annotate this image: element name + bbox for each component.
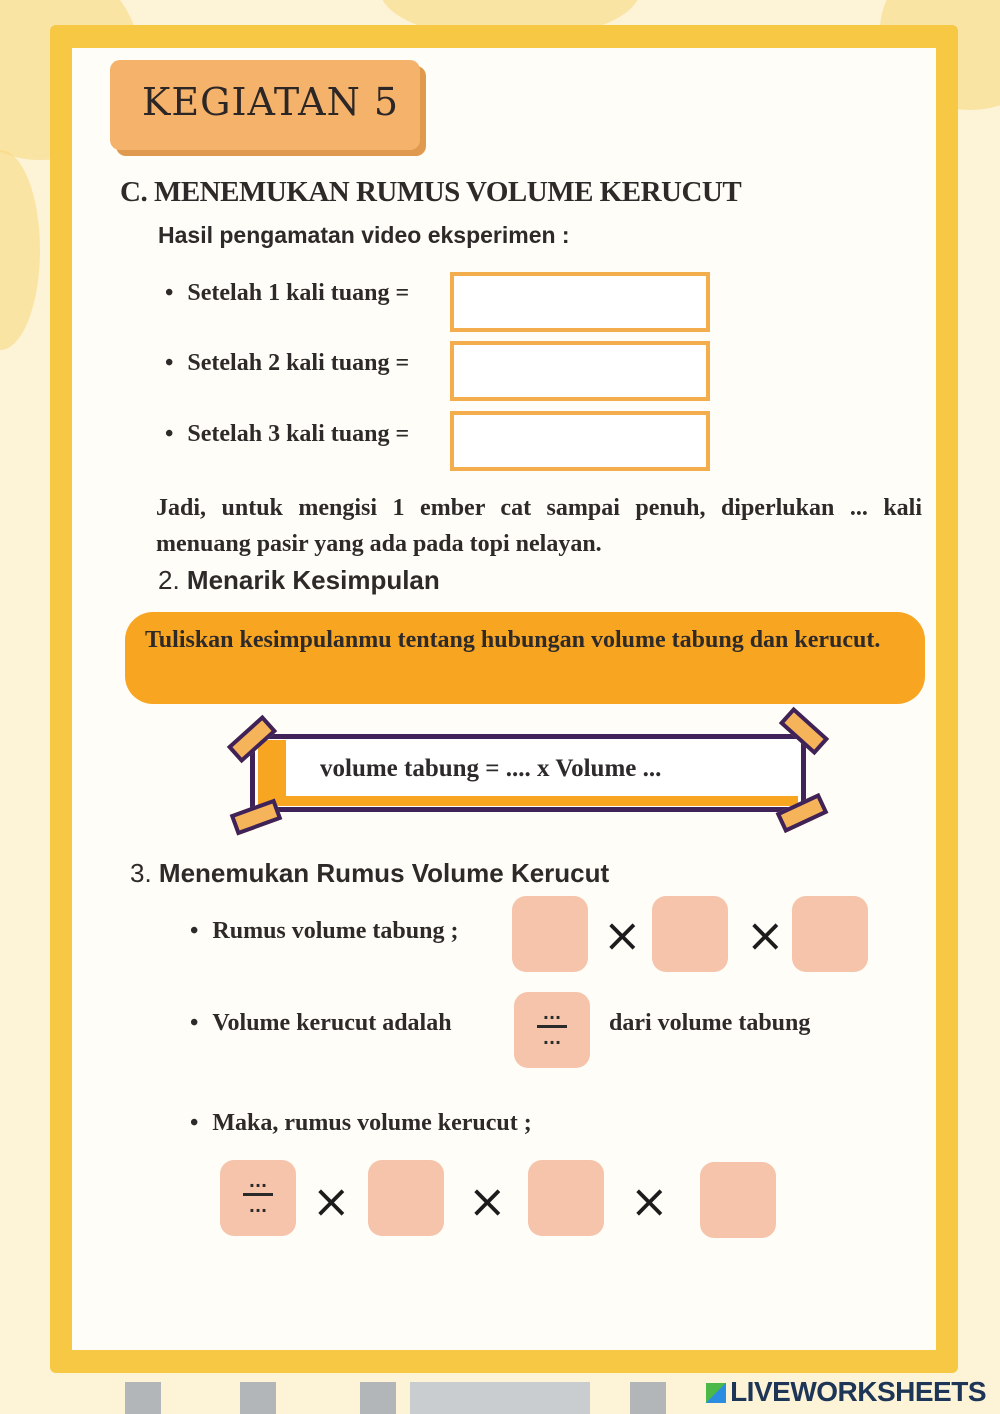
- brand-text: LIVEWORKSHEETS: [730, 1376, 986, 1407]
- section-3-number: 3.: [130, 858, 152, 888]
- kerucut-answer-1[interactable]: [368, 1160, 444, 1236]
- conclusion-prompt: [125, 612, 925, 704]
- scroll-accent: [258, 796, 798, 806]
- observation-subheading: Hasil pengamatan video eksperimen :: [158, 222, 570, 248]
- stairs-decoration: [410, 1382, 590, 1414]
- liveworksheets-icon: [706, 1383, 726, 1403]
- kerucut-formula-label: • Maka, rumus volume kerucut ;: [190, 1110, 532, 1137]
- page-title: KEGIATAN 5: [142, 80, 400, 124]
- times-icon: ×: [312, 1174, 351, 1228]
- tabung-answer-1[interactable]: [512, 896, 588, 972]
- observation-label-1: • Setelah 1 kali tuang =: [165, 280, 409, 307]
- tabung-answer-3[interactable]: [792, 896, 868, 972]
- times-icon: ×: [468, 1174, 507, 1228]
- kerucut-fraction-answer[interactable]: [220, 1160, 296, 1236]
- kerucut-answer-3[interactable]: [700, 1162, 776, 1238]
- pillar-decoration: [630, 1382, 666, 1414]
- fraction-numerator: ...: [248, 1172, 268, 1191]
- fraction-numerator: ...: [542, 1004, 562, 1023]
- times-icon: ×: [630, 1174, 669, 1228]
- scroll-accent: [258, 740, 286, 802]
- fraction-bar: [243, 1193, 273, 1196]
- formula-text[interactable]: volume tabung = .... x Volume ...: [320, 755, 662, 782]
- kerucut-ratio-suffix: dari volume tabung: [609, 1010, 811, 1036]
- pillar-decoration: [360, 1382, 396, 1414]
- times-icon: ×: [746, 908, 785, 962]
- liveworksheets-logo[interactable]: [706, 1376, 986, 1408]
- section-2-heading: [158, 565, 440, 596]
- times-icon: ×: [603, 908, 642, 962]
- observation-label-3: • Setelah 3 kali tuang =: [165, 421, 409, 448]
- kerucut-answer-2[interactable]: [528, 1160, 604, 1236]
- tabung-answer-2[interactable]: [652, 896, 728, 972]
- ornament: [0, 150, 40, 350]
- section-2-number: 2.: [158, 565, 180, 595]
- fraction-denominator: ...: [248, 1197, 268, 1216]
- kerucut-ratio-label: • Volume kerucut adalah: [190, 1010, 452, 1037]
- conclusion-prompt-text: Tuliskan kesimpulanmu tentang hubungan volume tabung dan kerucut.: [145, 627, 881, 653]
- pillar-decoration: [240, 1382, 276, 1414]
- tabung-formula-label: • Rumus volume tabung ;: [190, 918, 458, 945]
- fraction-bar: [537, 1025, 567, 1028]
- section-3-heading: [130, 858, 609, 889]
- observation-answer-2[interactable]: [450, 341, 710, 401]
- kerucut-ratio-fraction[interactable]: [514, 992, 590, 1068]
- observation-answer-1[interactable]: [450, 272, 710, 332]
- section-c-heading: C. MENEMUKAN RUMUS VOLUME KERUCUT: [120, 176, 742, 208]
- pillar-decoration: [125, 1382, 161, 1414]
- title-badge: [110, 60, 420, 150]
- fraction-denominator: ...: [542, 1029, 562, 1048]
- observation-answer-3[interactable]: [450, 411, 710, 471]
- observation-label-2: • Setelah 2 kali tuang =: [165, 350, 409, 377]
- conclusion-paragraph: Jadi, untuk mengisi 1 ember cat sampai penuh, diperlukan ... kali menuang pasir yang ada pada topi nelayan.: [156, 495, 922, 557]
- section-2-title: Menarik Kesimpulan: [186, 565, 440, 595]
- section-3-title: Menemukan Rumus Volume Kerucut: [158, 858, 610, 888]
